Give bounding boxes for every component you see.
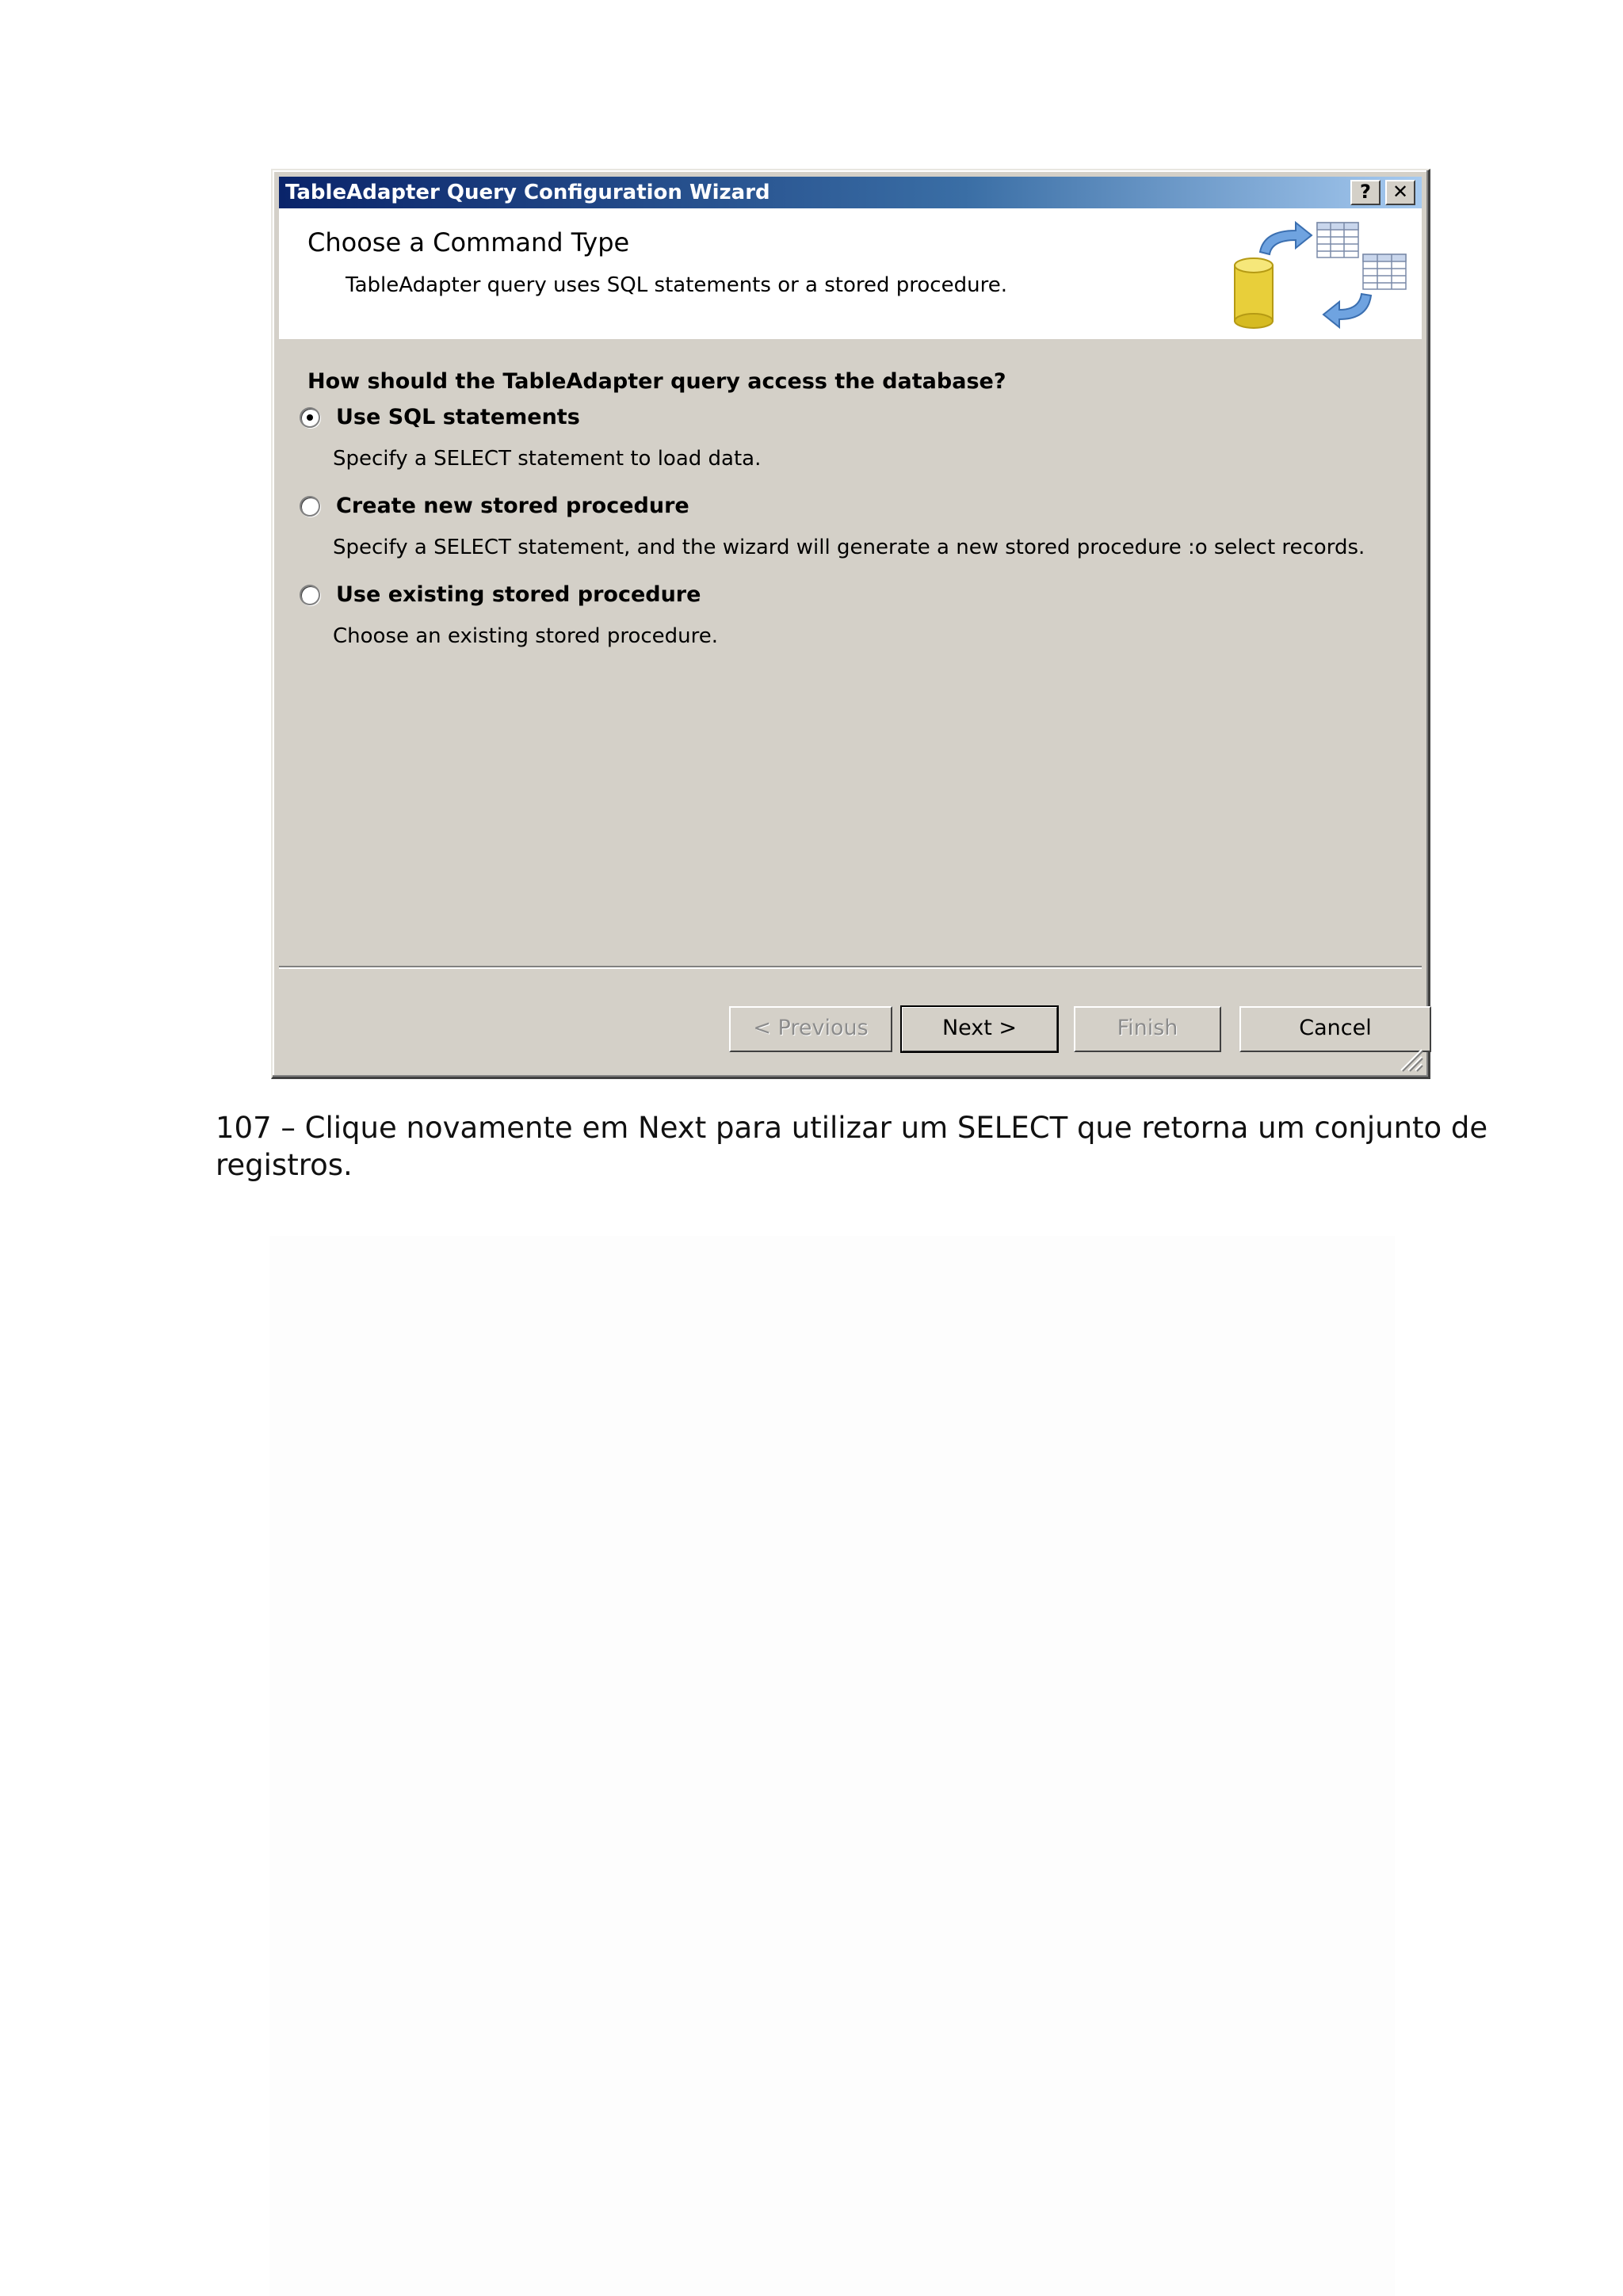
access-question: How should the TableAdapter query access the database? <box>307 369 1006 394</box>
option-description: Choose an existing stored procedure. <box>333 624 719 648</box>
page-title: Choose a Command Type <box>307 227 630 257</box>
finish-button[interactable]: Finish <box>1074 1006 1221 1052</box>
resize-grip-icon[interactable] <box>1396 1045 1423 1072</box>
option-label: Create new stored procedure <box>336 494 689 518</box>
title-bar[interactable] <box>279 177 1422 208</box>
step-caption: 107 – Clique novamente em Next para utilizar um SELECT que retorna um conjunto de registros. <box>216 1111 1488 1182</box>
footer-separator <box>279 967 1422 969</box>
wizard-header <box>279 208 1422 339</box>
option-label: Use existing stored procedure <box>336 582 701 607</box>
radio-use-sql-statements[interactable] <box>300 407 320 428</box>
radio-selected-dot <box>307 414 313 421</box>
wizard-dialog <box>271 169 1430 1079</box>
page-background <box>269 1236 1395 2296</box>
radio-create-stored-procedure[interactable] <box>300 496 320 517</box>
option-label: Use SQL statements <box>336 405 580 429</box>
next-button[interactable]: Next > <box>901 1006 1058 1052</box>
option-description: Specify a SELECT statement, and the wizard will generate a new stored procedure :o select records. <box>333 536 1365 559</box>
database-table-sync-icon <box>1228 216 1411 335</box>
previous-button[interactable]: < Previous <box>729 1006 892 1052</box>
cancel-button[interactable]: Cancel <box>1239 1006 1431 1052</box>
radio-use-existing-stored-procedure[interactable] <box>300 585 320 605</box>
dialog-title: TableAdapter Query Configuration Wizard <box>285 181 770 204</box>
help-button[interactable]: ? <box>1350 180 1381 205</box>
page-subtitle: TableAdapter query uses SQL statements or a stored procedure. <box>346 273 1007 297</box>
option-description: Specify a SELECT statement to load data. <box>333 447 762 471</box>
close-button[interactable]: ✕ <box>1385 180 1415 205</box>
wizard-body <box>279 339 1422 949</box>
